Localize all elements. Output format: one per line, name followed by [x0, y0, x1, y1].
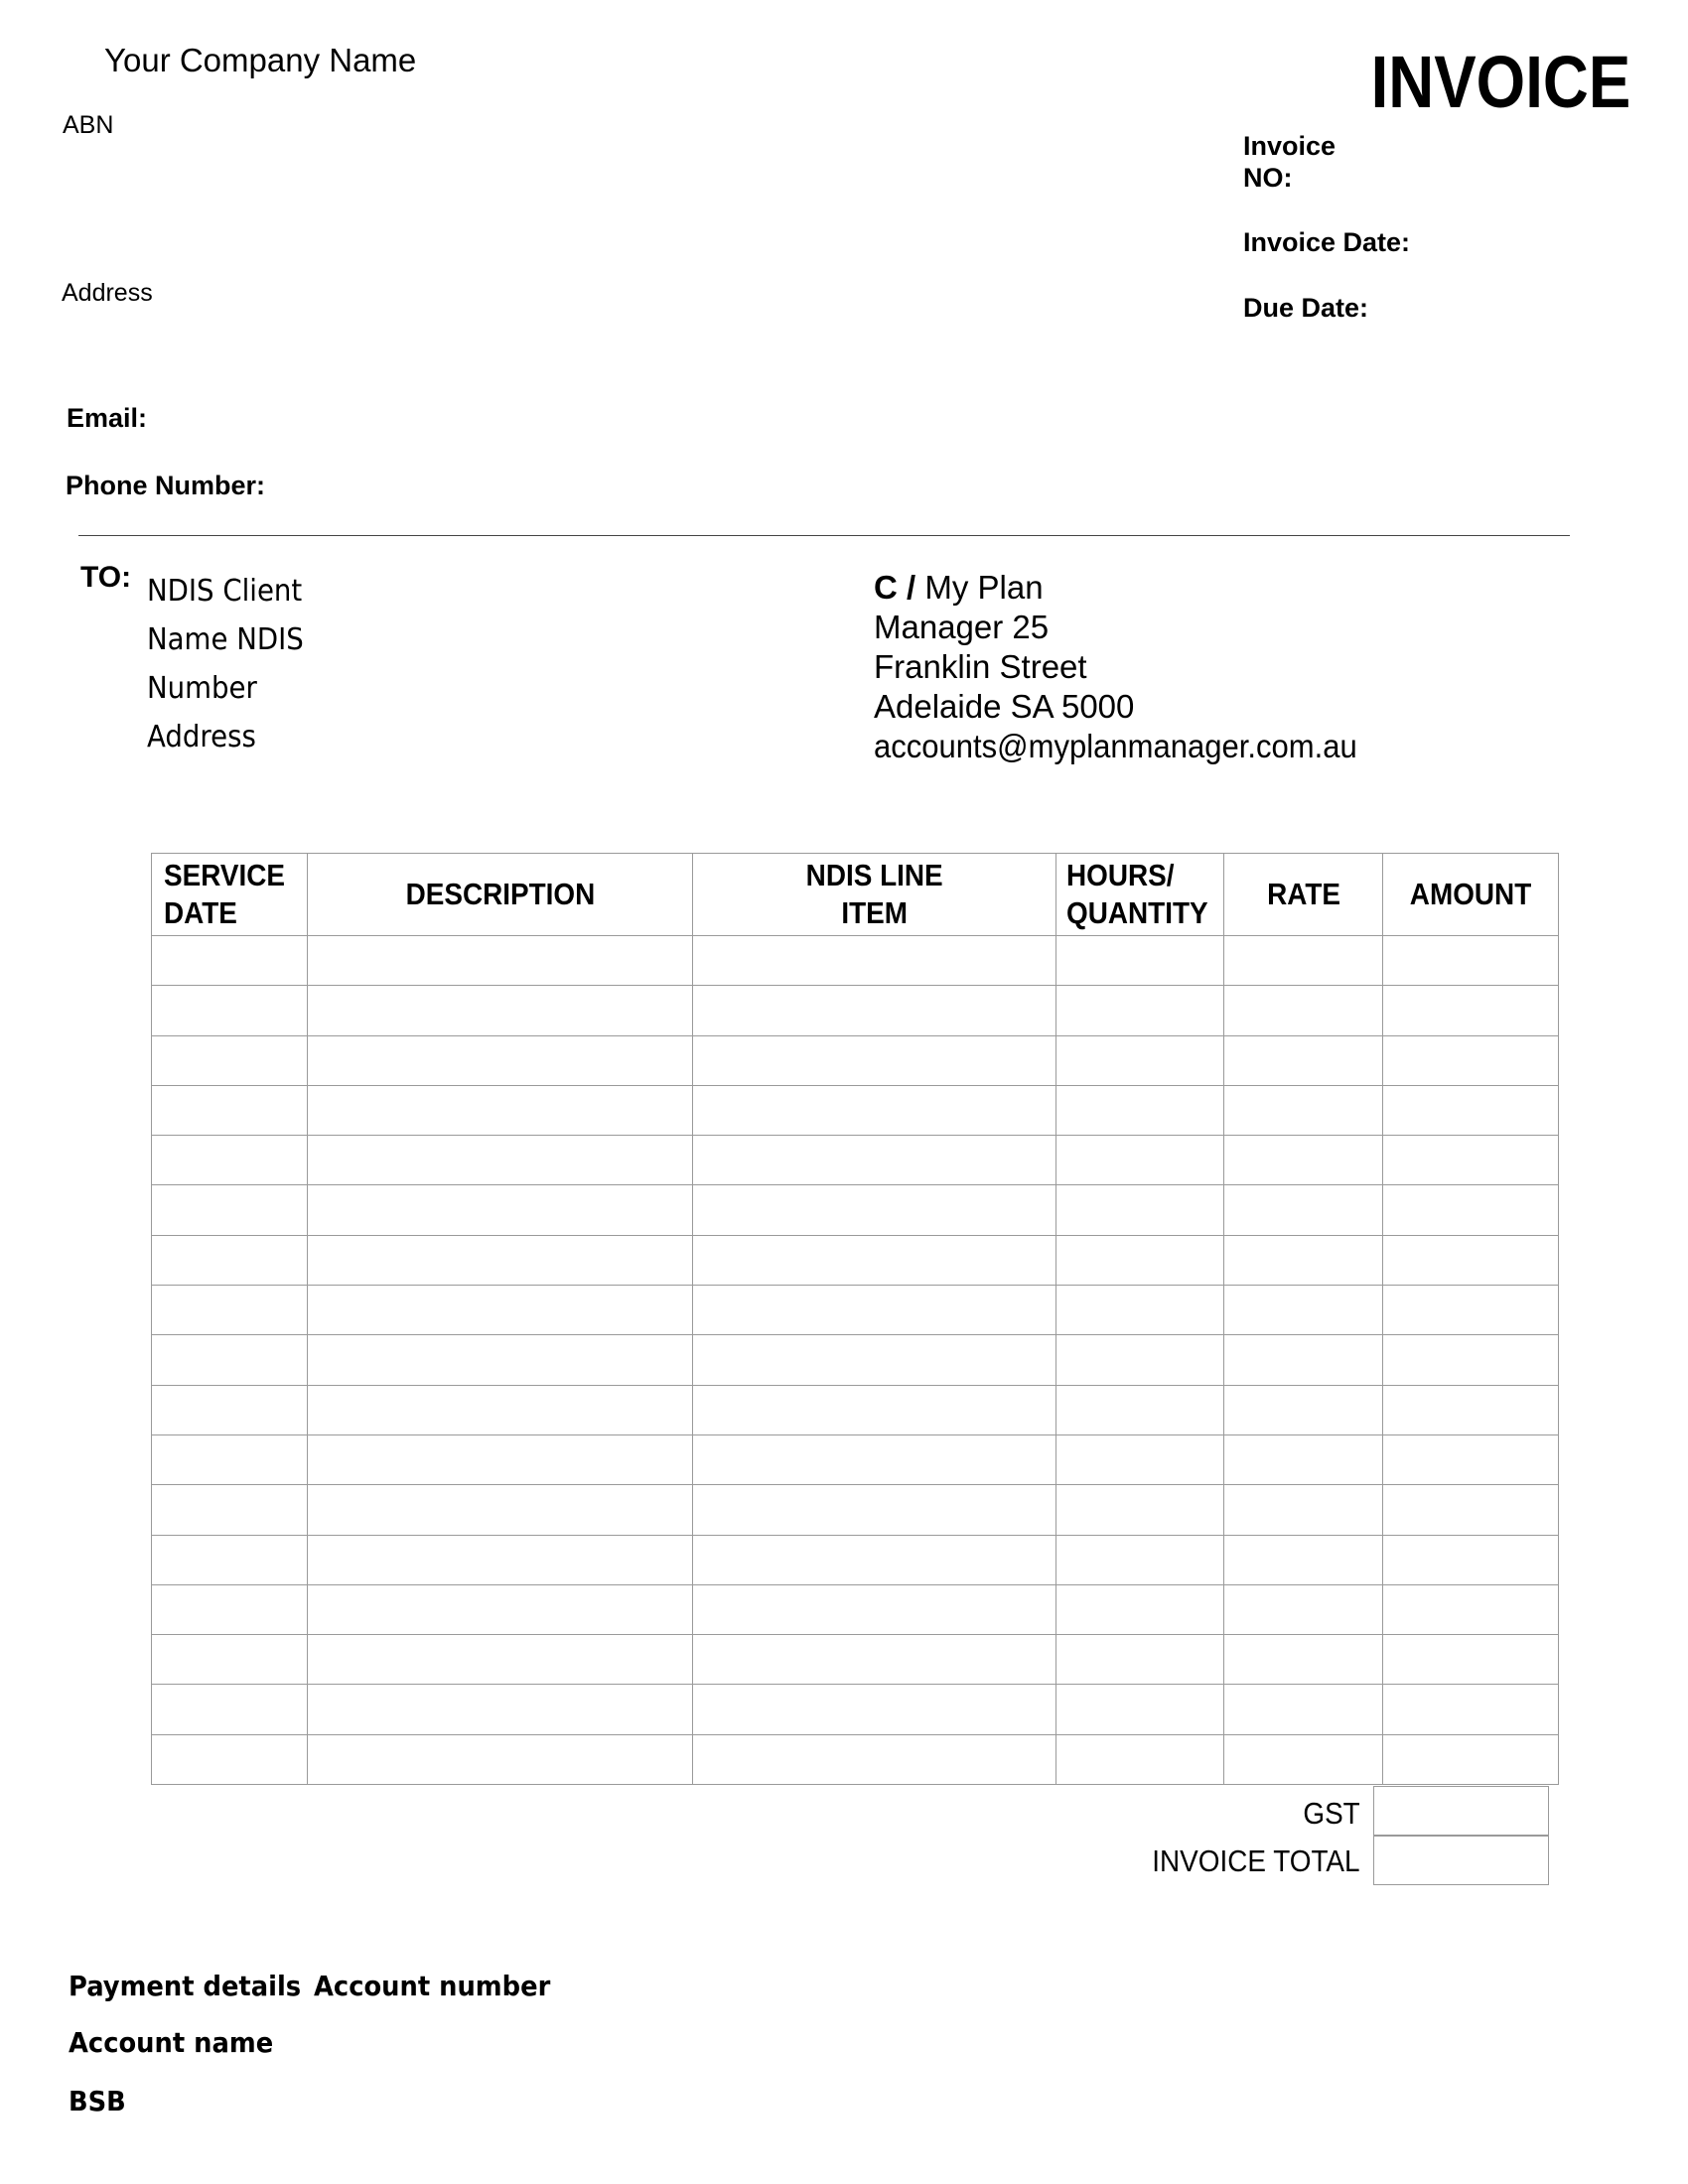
table-row — [152, 1734, 1559, 1784]
table-cell[interactable] — [308, 1734, 693, 1784]
table-cell[interactable] — [1383, 1085, 1559, 1135]
email-label: Email: — [67, 403, 148, 433]
table-cell[interactable] — [1056, 1335, 1224, 1385]
table-cell[interactable] — [1224, 1535, 1383, 1584]
table-cell[interactable] — [1383, 1185, 1559, 1235]
table-cell[interactable] — [152, 1635, 308, 1685]
table-cell[interactable] — [1224, 1485, 1383, 1535]
table-cell[interactable] — [152, 1434, 308, 1484]
table-cell[interactable] — [693, 1734, 1056, 1784]
table-cell[interactable] — [1224, 1685, 1383, 1734]
table-cell[interactable] — [1224, 936, 1383, 986]
table-cell[interactable] — [1056, 1685, 1224, 1734]
table-cell[interactable] — [152, 1485, 308, 1535]
col-service-date: SERVICE DATE — [152, 854, 308, 936]
table-cell[interactable] — [1383, 986, 1559, 1035]
table-cell[interactable] — [308, 1286, 693, 1335]
table-cell[interactable] — [152, 1584, 308, 1634]
account-name-label: Account name — [69, 2026, 274, 2059]
due-date-label: Due Date: — [1243, 293, 1369, 323]
table-cell[interactable] — [308, 1136, 693, 1185]
table-cell[interactable] — [1056, 1485, 1224, 1535]
table-cell[interactable] — [1056, 1185, 1224, 1235]
care-of-email: accounts@myplanmanager.com.au — [874, 728, 1357, 764]
care-of-line: My Plan — [924, 569, 1044, 606]
table-cell[interactable] — [1056, 1085, 1224, 1135]
table-cell[interactable] — [308, 1235, 693, 1285]
col-ndis-line-item: NDIS LINE ITEM — [693, 854, 1056, 936]
table-row — [152, 1385, 1559, 1434]
col-amount: AMOUNT — [1383, 854, 1559, 936]
company-name: Your Company Name — [104, 42, 417, 78]
col-description: DESCRIPTION — [308, 854, 693, 936]
recipient-line: Number — [147, 671, 257, 706]
table-cell[interactable] — [1224, 1085, 1383, 1135]
table-cell[interactable] — [1383, 1286, 1559, 1335]
table-cell[interactable] — [1224, 986, 1383, 1035]
invoice-total-label: INVOICE TOTAL — [1152, 1843, 1360, 1878]
table-row — [152, 936, 1559, 986]
table-cell[interactable] — [693, 1385, 1056, 1434]
table-row — [152, 1235, 1559, 1285]
table-cell[interactable] — [1383, 1335, 1559, 1385]
table-cell[interactable] — [308, 1584, 693, 1634]
table-row — [152, 1185, 1559, 1235]
abn-label: ABN — [63, 111, 114, 139]
table-cell[interactable] — [1224, 1335, 1383, 1385]
table-row — [152, 1136, 1559, 1185]
table-cell[interactable] — [1383, 1584, 1559, 1634]
table-cell[interactable] — [308, 1485, 693, 1535]
care-of-line: Franklin Street — [874, 648, 1087, 685]
table-row — [152, 1035, 1559, 1085]
table-cell[interactable] — [693, 1286, 1056, 1335]
payment-details-label: Payment details — [69, 1970, 302, 2002]
recipient-block — [147, 567, 317, 761]
table-row — [152, 1535, 1559, 1584]
table-cell[interactable] — [693, 1535, 1056, 1584]
table-cell[interactable] — [1383, 936, 1559, 986]
table-cell[interactable] — [1056, 936, 1224, 986]
table-row — [152, 986, 1559, 1035]
table-cell[interactable] — [693, 1185, 1056, 1235]
table-cell[interactable] — [152, 1035, 308, 1085]
table-cell[interactable] — [693, 1085, 1056, 1135]
table-cell[interactable] — [1224, 1385, 1383, 1434]
table-cell[interactable] — [693, 1035, 1056, 1085]
invoice-title: INVOICE — [1370, 41, 1630, 123]
table-cell[interactable] — [1224, 1734, 1383, 1784]
gst-label: GST — [1303, 1796, 1360, 1831]
table-cell[interactable] — [1383, 1535, 1559, 1584]
table-cell[interactable] — [1056, 1035, 1224, 1085]
table-cell[interactable] — [152, 1235, 308, 1285]
table-cell[interactable] — [1383, 1235, 1559, 1285]
table-cell[interactable] — [1056, 1734, 1224, 1784]
table-cell[interactable] — [1224, 1434, 1383, 1484]
table-cell[interactable] — [1224, 1635, 1383, 1685]
table-cell[interactable] — [693, 1434, 1056, 1484]
address-label: Address — [62, 279, 153, 307]
table-row — [152, 1335, 1559, 1385]
care-of-prefix: C / — [874, 569, 916, 606]
table-cell[interactable] — [308, 1035, 693, 1085]
table-cell[interactable] — [152, 1335, 308, 1385]
table-cell[interactable] — [1056, 1385, 1224, 1434]
line-items-table — [151, 853, 1559, 1785]
table-cell[interactable] — [1056, 986, 1224, 1035]
table-cell[interactable] — [693, 936, 1056, 986]
header-divider — [78, 535, 1570, 536]
table-cell[interactable] — [1056, 1235, 1224, 1285]
care-of-block — [874, 568, 1388, 766]
table-cell[interactable] — [152, 1085, 308, 1135]
invoice-total-value-cell[interactable] — [1373, 1835, 1549, 1885]
table-cell[interactable] — [308, 1685, 693, 1734]
care-of-line: Adelaide SA 5000 — [874, 688, 1135, 725]
table-cell[interactable] — [1383, 1485, 1559, 1535]
col-rate: RATE — [1224, 854, 1383, 936]
bsb-label: BSB — [69, 2085, 126, 2117]
table-cell[interactable] — [693, 1584, 1056, 1634]
table-cell[interactable] — [1383, 1635, 1559, 1685]
recipient-line: Address — [147, 720, 256, 754]
table-cell[interactable] — [308, 1385, 693, 1434]
table-cell[interactable] — [308, 1335, 693, 1385]
table-cell[interactable] — [152, 1286, 308, 1335]
table-cell[interactable] — [1224, 1235, 1383, 1285]
table-cell[interactable] — [1224, 1584, 1383, 1634]
table-cell[interactable] — [693, 1485, 1056, 1535]
table-cell[interactable] — [693, 986, 1056, 1035]
table-cell[interactable] — [152, 1385, 308, 1434]
to-label: TO: — [80, 561, 132, 594]
table-cell[interactable] — [1056, 1635, 1224, 1685]
gst-value-cell[interactable] — [1373, 1786, 1549, 1837]
table-cell[interactable] — [308, 1635, 693, 1685]
recipient-line: Name NDIS — [147, 622, 304, 657]
table-cell[interactable] — [1056, 1136, 1224, 1185]
invoice-number-label: Invoice NO: — [1243, 131, 1336, 193]
table-cell[interactable] — [152, 986, 308, 1035]
table-cell[interactable] — [693, 1635, 1056, 1685]
table-row — [152, 1286, 1559, 1335]
table-header-row — [152, 854, 1559, 936]
table-cell[interactable] — [152, 936, 308, 986]
recipient-line: NDIS Client — [147, 574, 303, 609]
table-cell[interactable] — [1383, 1035, 1559, 1085]
table-cell[interactable] — [1224, 1185, 1383, 1235]
table-cell[interactable] — [308, 1535, 693, 1584]
table-cell[interactable] — [308, 986, 693, 1035]
table-cell[interactable] — [152, 1734, 308, 1784]
table-cell[interactable] — [1056, 1535, 1224, 1584]
account-number-label: Account number — [314, 1970, 551, 2002]
table-cell[interactable] — [152, 1185, 308, 1235]
table-cell[interactable] — [152, 1136, 308, 1185]
invoice-date-label: Invoice Date: — [1243, 227, 1411, 257]
table-cell[interactable] — [1383, 1434, 1559, 1484]
table-row — [152, 1485, 1559, 1535]
table-cell[interactable] — [693, 1235, 1056, 1285]
table-row — [152, 1434, 1559, 1484]
table-cell[interactable] — [1056, 1286, 1224, 1335]
table-cell[interactable] — [1224, 1035, 1383, 1085]
table-cell[interactable] — [693, 1685, 1056, 1734]
table-cell[interactable] — [1056, 1584, 1224, 1634]
phone-number-label: Phone Number: — [66, 471, 266, 500]
table-cell[interactable] — [693, 1335, 1056, 1385]
table-row — [152, 1685, 1559, 1734]
table-cell[interactable] — [1056, 1434, 1224, 1484]
table-cell[interactable] — [308, 1434, 693, 1484]
table-cell[interactable] — [1383, 1385, 1559, 1434]
table-cell[interactable] — [1383, 1734, 1559, 1784]
table-cell[interactable] — [308, 1185, 693, 1235]
table-cell[interactable] — [1224, 1286, 1383, 1335]
care-of-line: Manager 25 — [874, 609, 1050, 645]
table-cell[interactable] — [1383, 1685, 1559, 1734]
table-cell[interactable] — [1383, 1136, 1559, 1185]
table-cell[interactable] — [308, 1085, 693, 1135]
table-cell[interactable] — [152, 1685, 308, 1734]
table-cell[interactable] — [152, 1535, 308, 1584]
table-row — [152, 1635, 1559, 1685]
table-row — [152, 1085, 1559, 1135]
table-cell[interactable] — [693, 1136, 1056, 1185]
table-cell[interactable] — [308, 936, 693, 986]
table-cell[interactable] — [1224, 1136, 1383, 1185]
col-hours-quantity: HOURS/ QUANTITY — [1056, 854, 1224, 936]
table-row — [152, 1584, 1559, 1634]
